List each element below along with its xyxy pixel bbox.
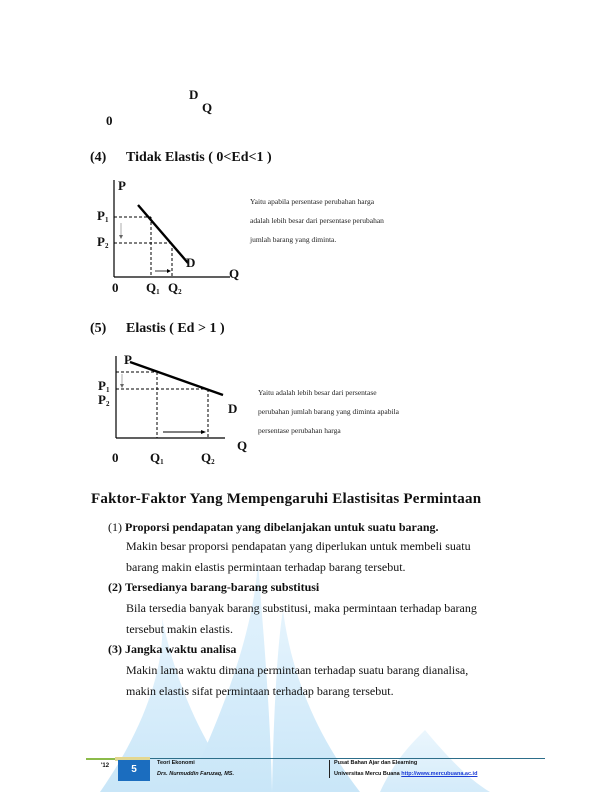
p1-sub: 1 [105, 386, 110, 394]
q1-text: Q [146, 280, 157, 295]
section4-q-axis-label: Q [229, 266, 240, 281]
p2-sub: 2 [104, 242, 109, 250]
factors-heading: Faktor-Faktor Yang Mempengaruhi Elastisitas Permintaan [91, 491, 482, 507]
p1-text: P [97, 208, 105, 223]
factor-1-title: Proporsi pendapatan yang dibelanjakan untuk suatu barang. [125, 520, 439, 534]
p2-sub: 2 [105, 400, 110, 408]
footer-rule [150, 758, 545, 759]
section4-origin-label: 0 [112, 280, 119, 295]
university-website-link[interactable]: http://www.mercubuana.ac.id [401, 771, 478, 777]
section5-q1-label [150, 450, 164, 466]
note-line: persentase perubahan harga [258, 426, 341, 435]
factor-2-body [126, 598, 477, 640]
section5-q2-label [201, 450, 215, 466]
section4-p-axis-label: P [118, 178, 126, 193]
footer-university [334, 771, 477, 777]
p1-text: P [98, 378, 106, 393]
footer-author: Drs. Nurmuddin Faruzaq, MS. [157, 771, 235, 777]
factor-1-number: (1) [108, 520, 122, 534]
section4-q2-label [168, 280, 182, 296]
p2-text: P [97, 234, 105, 249]
note-line: Yaitu apabila persentase perubahan harga [250, 197, 375, 206]
section5-number: (5) [90, 321, 107, 336]
factor-3-body [126, 660, 468, 702]
p1-sub: 1 [104, 216, 109, 224]
section4-number: (4) [90, 150, 107, 165]
section4-p2-label [97, 234, 108, 250]
q2-text: Q [201, 450, 212, 465]
section5-q-axis-label: Q [237, 438, 248, 453]
note-line: jumlah barang yang diminta. [250, 235, 337, 244]
section5-title: Elastis ( Ed > 1 ) [126, 321, 225, 336]
section5-p-axis-label: P [124, 352, 132, 367]
factor-2-title: Tersedianya barang-barang substitusi [125, 580, 320, 594]
section5-demand-graph [90, 350, 240, 460]
paragraph-line: tersebut makin elastis. [126, 622, 233, 636]
note-line: Yaitu adalah lebih besar dari persentase [258, 388, 377, 397]
section4-p1-label [97, 208, 108, 224]
university-name: Universitas Mercu Buana [334, 771, 400, 777]
paragraph-line: makin elastis sifat permintaan terhadap barang tersebut. [126, 684, 394, 698]
factor-3-title: Jangka waktu analisa [125, 642, 237, 656]
section4-curve-label: D [186, 255, 196, 270]
footer-course-title: Teori Ekonomi [157, 760, 195, 766]
q1-text: Q [150, 450, 161, 465]
top-graph-d-label: D [189, 87, 199, 102]
q1-sub: 1 [160, 458, 164, 466]
q2-text: Q [168, 280, 179, 295]
factor-2-heading [108, 580, 319, 595]
paragraph-line: Bila tersedia banyak barang substitusi, maka permintaan terhadap barang [126, 601, 477, 615]
section4-demand-graph [90, 175, 240, 285]
factor-3-heading [108, 642, 236, 657]
section4-title: Tidak Elastis ( 0<Ed<1 ) [126, 150, 272, 165]
factor-3-number: (3) [108, 642, 122, 656]
note-line: perubahan jumlah barang yang diminta apabila [258, 407, 399, 416]
section5-curve-label: D [228, 401, 238, 416]
factor-1-body [126, 536, 471, 578]
q1-sub: 1 [156, 288, 160, 296]
section5-p2-label [98, 392, 109, 408]
footer-year-code: '12 [101, 763, 110, 769]
note-line: adalah lebih besar dari persentase perubahan [250, 216, 384, 225]
p2-text: P [98, 392, 106, 407]
q2-sub: 2 [178, 288, 182, 296]
paragraph-line: barang makin elastis permintaan terhadap barang tersebut. [126, 560, 406, 574]
paragraph-line: Makin besar proporsi pendapatan yang diperlukan untuk membeli suatu [126, 539, 471, 553]
section4-q1-label [146, 280, 160, 296]
section5-explanation [258, 383, 399, 440]
footer-separator [329, 760, 330, 778]
q2-sub: 2 [211, 458, 215, 466]
footer-center-name: Pusat Bahan Ajar dan Elearning [334, 760, 418, 766]
page-number-badge: 5 [118, 760, 150, 781]
top-graph-origin-label: 0 [106, 113, 113, 128]
paragraph-line: Makin lama waktu dimana permintaan terhadap suatu barang dianalisa, [126, 663, 469, 677]
section5-origin-label: 0 [112, 450, 119, 465]
factor-2-number: (2) [108, 580, 122, 594]
section4-explanation [250, 192, 384, 249]
top-graph-q-label: Q [202, 100, 213, 115]
factor-1-heading [108, 520, 439, 535]
